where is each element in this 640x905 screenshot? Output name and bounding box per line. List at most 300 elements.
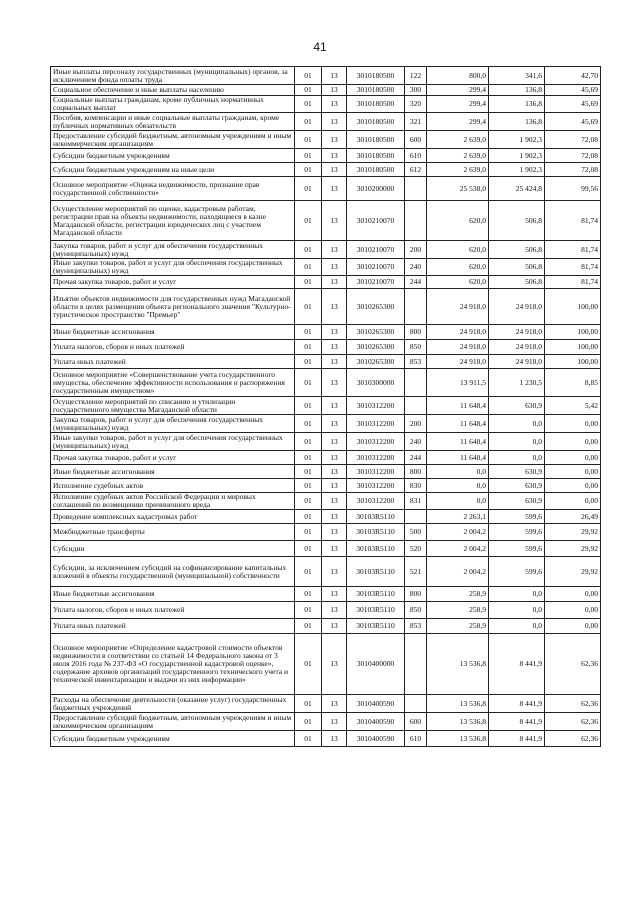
subsection-code: 13: [322, 619, 347, 634]
planned-amount: 2 639,0: [427, 131, 489, 149]
planned-amount: 299,4: [427, 113, 489, 131]
planned-amount: 0,0: [427, 493, 489, 510]
table-row: [51, 602, 601, 619]
section-code: 01: [295, 493, 322, 510]
table-row: [51, 619, 601, 634]
expense-name: Предоставление субсидий бюджетным, автономным учреждениям и иным некоммерческим организациям: [51, 131, 295, 149]
subsection-code: 13: [322, 369, 347, 397]
target-article-code: 3010265300: [347, 355, 405, 369]
execution-percent: 42,70: [545, 67, 601, 85]
planned-amount: 620,0: [427, 259, 489, 276]
expense-type-code: 831: [405, 493, 427, 510]
expense-name: Иные бюджетные ассигнования: [51, 465, 295, 479]
target-article-code: 3010180500: [347, 85, 405, 96]
execution-percent: 5,42: [545, 397, 601, 415]
subsection-code: 13: [322, 325, 347, 340]
target-article-code: 3010312200: [347, 397, 405, 415]
expense-name: Прочая закупка товаров, работ и услуг: [51, 276, 295, 289]
expense-name: Основное мероприятие «Совершенствование учета государственного имущества, обеспечение эффективности использования и распоряжения государственным имуществом»: [51, 369, 295, 397]
execution-percent: 72,08: [545, 131, 601, 149]
subsection-code: 13: [322, 465, 347, 479]
expense-name: Уплата иных платежей: [51, 355, 295, 369]
expense-type-code: 321: [405, 113, 427, 131]
planned-amount: 24 918,0: [427, 355, 489, 369]
executed-amount: 506,8: [489, 276, 545, 289]
target-article-code: 3010312200: [347, 433, 405, 451]
executed-amount: 599,6: [489, 510, 545, 524]
planned-amount: 11 648,4: [427, 433, 489, 451]
subsection-code: 13: [322, 201, 347, 241]
subsection-code: 13: [322, 149, 347, 163]
expense-name: Закупка товаров, работ и услуг для обеспечения государственных (муниципальных) нужд: [51, 241, 295, 259]
executed-amount: 136,8: [489, 113, 545, 131]
section-code: 01: [295, 634, 322, 695]
execution-percent: 0,00: [545, 619, 601, 634]
table-row: [51, 397, 601, 415]
section-code: 01: [295, 369, 322, 397]
expense-type-code: 200: [405, 415, 427, 433]
execution-percent: 62,36: [545, 731, 601, 747]
target-article-code: 30103R5110: [347, 510, 405, 524]
subsection-code: 13: [322, 397, 347, 415]
planned-amount: 258,9: [427, 602, 489, 619]
table-row: [51, 713, 601, 731]
table-row: [51, 557, 601, 587]
executed-amount: 506,8: [489, 259, 545, 276]
expense-type-code: 853: [405, 355, 427, 369]
planned-amount: 620,0: [427, 241, 489, 259]
subsection-code: 13: [322, 731, 347, 747]
expense-type-code: 610: [405, 149, 427, 163]
expense-type-code: 300: [405, 85, 427, 96]
expense-type-code: [405, 177, 427, 201]
expense-name: Основное мероприятие «Определение кадастровой стоимости объектов недвижимости в соответствии со статьей 14 Федерального закона от 3 июля 2016 года № 237-ФЗ «О государственной кадастровой оценке», содержание архивов организаций государственного технического учета и технической инвентаризации и выдачи из них информации»: [51, 634, 295, 695]
expense-type-code: 850: [405, 602, 427, 619]
target-article-code: 3010200000: [347, 177, 405, 201]
section-code: 01: [295, 96, 322, 113]
table-row: [51, 113, 601, 131]
section-code: 01: [295, 587, 322, 602]
planned-amount: 24 918,0: [427, 325, 489, 340]
expense-name: Осуществление мероприятий по оценке, кадастровым работам, регистрации прав на объекты недвижимости, находящиеся в казне Магаданской области, регистрации юридических лиц с участием Магаданской области: [51, 201, 295, 241]
target-article-code: 30103R5110: [347, 524, 405, 541]
table-row: [51, 433, 601, 451]
executed-amount: 1 902,3: [489, 131, 545, 149]
section-code: 01: [295, 619, 322, 634]
execution-percent: 29,92: [545, 541, 601, 557]
expense-name: Иные выплаты персоналу государственных (муниципальных) органов, за исключением фонда оплаты труда: [51, 67, 295, 85]
table-row: [51, 85, 601, 96]
expense-name: Пособия, компенсации и иные социальные выплаты гражданам, кроме публичных нормативных обязательств: [51, 113, 295, 131]
expense-name: Осуществление мероприятий по списанию и утилизации государственного имущества Магаданской области: [51, 397, 295, 415]
table-row: [51, 259, 601, 276]
execution-percent: 72,08: [545, 163, 601, 177]
target-article-code: 3010300000: [347, 369, 405, 397]
executed-amount: 630,9: [489, 465, 545, 479]
expense-name: Изъятие объектов недвижимости для государственных нужд Магаданской области в целях размещения объекта регионального значения "Культурно-туристическое пространство "Премьер": [51, 289, 295, 325]
target-article-code: 3010210070: [347, 276, 405, 289]
subsection-code: 13: [322, 451, 347, 465]
executed-amount: 136,8: [489, 96, 545, 113]
planned-amount: 2 004,2: [427, 524, 489, 541]
expense-name: Расходы на обеспечение деятельности (оказание услуг) государственных бюджетных учреждений: [51, 695, 295, 713]
expense-name: Закупка товаров, работ и услуг для обеспечения государственных (муниципальных) нужд: [51, 415, 295, 433]
section-code: 01: [295, 433, 322, 451]
expense-type-code: 600: [405, 713, 427, 731]
execution-percent: 72,08: [545, 149, 601, 163]
target-article-code: 3010210070: [347, 259, 405, 276]
expense-type-code: 240: [405, 259, 427, 276]
executed-amount: 25 424,8: [489, 177, 545, 201]
planned-amount: 2 004,2: [427, 557, 489, 587]
section-code: 01: [295, 177, 322, 201]
executed-amount: 8 441,9: [489, 731, 545, 747]
planned-amount: 13 536,8: [427, 713, 489, 731]
execution-percent: 0,00: [545, 479, 601, 493]
planned-amount: 800,0: [427, 67, 489, 85]
execution-percent: 26,49: [545, 510, 601, 524]
table-row: [51, 524, 601, 541]
target-article-code: 3010312200: [347, 479, 405, 493]
budget-table: [50, 66, 601, 747]
subsection-code: 13: [322, 433, 347, 451]
execution-percent: 99,56: [545, 177, 601, 201]
planned-amount: 620,0: [427, 201, 489, 241]
expense-name: Проведение комплексных кадастровых работ: [51, 510, 295, 524]
execution-percent: 45,69: [545, 96, 601, 113]
subsection-code: 13: [322, 695, 347, 713]
target-article-code: 30103R5110: [347, 602, 405, 619]
execution-percent: 0,00: [545, 433, 601, 451]
section-code: 01: [295, 510, 322, 524]
subsection-code: 13: [322, 177, 347, 201]
expense-type-code: 850: [405, 340, 427, 355]
expense-type-code: 500: [405, 524, 427, 541]
execution-percent: 8,85: [545, 369, 601, 397]
subsection-code: 13: [322, 241, 347, 259]
execution-percent: 29,92: [545, 524, 601, 541]
expense-name: Межбюджетные трансферты: [51, 524, 295, 541]
expense-type-code: [405, 634, 427, 695]
expense-type-code: [405, 369, 427, 397]
section-code: 01: [295, 731, 322, 747]
expense-name: Прочая закупка товаров, работ и услуг: [51, 451, 295, 465]
executed-amount: 1 902,3: [489, 149, 545, 163]
executed-amount: 136,8: [489, 85, 545, 96]
subsection-code: 13: [322, 602, 347, 619]
section-code: 01: [295, 325, 322, 340]
executed-amount: 24 918,0: [489, 355, 545, 369]
planned-amount: 11 648,4: [427, 451, 489, 465]
executed-amount: 630,9: [489, 479, 545, 493]
planned-amount: 258,9: [427, 587, 489, 602]
executed-amount: 0,0: [489, 415, 545, 433]
section-code: 01: [295, 131, 322, 149]
section-code: 01: [295, 289, 322, 325]
section-code: 01: [295, 163, 322, 177]
section-code: 01: [295, 276, 322, 289]
target-article-code: 3010180500: [347, 131, 405, 149]
target-article-code: 3010180500: [347, 149, 405, 163]
expense-name: Субсидии, за исключением субсидий на софинансирование капитальных вложений в объекты государственной (муниципальной) собственности: [51, 557, 295, 587]
table-row: [51, 587, 601, 602]
execution-percent: 0,00: [545, 415, 601, 433]
expense-type-code: 800: [405, 587, 427, 602]
planned-amount: 620,0: [427, 276, 489, 289]
expense-type-code: 122: [405, 67, 427, 85]
execution-percent: 0,00: [545, 493, 601, 510]
executed-amount: 8 441,9: [489, 695, 545, 713]
planned-amount: 11 648,4: [427, 415, 489, 433]
executed-amount: 1 902,3: [489, 163, 545, 177]
execution-percent: 100,00: [545, 340, 601, 355]
executed-amount: 8 441,9: [489, 634, 545, 695]
subsection-code: 13: [322, 510, 347, 524]
table-row: [51, 731, 601, 747]
target-article-code: 3010265300: [347, 325, 405, 340]
subsection-code: 13: [322, 289, 347, 325]
planned-amount: 13 911,5: [427, 369, 489, 397]
expense-name: Социальное обеспечение и иные выплаты населению: [51, 85, 295, 96]
execution-percent: 62,36: [545, 634, 601, 695]
section-code: 01: [295, 602, 322, 619]
table-row: [51, 634, 601, 695]
execution-percent: 0,00: [545, 587, 601, 602]
target-article-code: 30103R5110: [347, 587, 405, 602]
table-row: [51, 325, 601, 340]
section-code: 01: [295, 241, 322, 259]
expense-type-code: 612: [405, 163, 427, 177]
section-code: 01: [295, 149, 322, 163]
expense-type-code: 800: [405, 465, 427, 479]
expense-type-code: 320: [405, 96, 427, 113]
planned-amount: 13 536,8: [427, 634, 489, 695]
expense-name: Уплата налогов, сборов и иных платежей: [51, 602, 295, 619]
planned-amount: 0,0: [427, 465, 489, 479]
subsection-code: 13: [322, 85, 347, 96]
table-row: [51, 355, 601, 369]
table-row: [51, 340, 601, 355]
subsection-code: 13: [322, 557, 347, 587]
execution-percent: 0,00: [545, 465, 601, 479]
executed-amount: 599,6: [489, 557, 545, 587]
section-code: 01: [295, 355, 322, 369]
section-code: 01: [295, 340, 322, 355]
table-row: [51, 276, 601, 289]
subsection-code: 13: [322, 524, 347, 541]
target-article-code: 3010265300: [347, 289, 405, 325]
table-row: [51, 163, 601, 177]
table-row: [51, 541, 601, 557]
target-article-code: 3010180500: [347, 96, 405, 113]
table-row: [51, 415, 601, 433]
executed-amount: 0,0: [489, 433, 545, 451]
expense-type-code: 800: [405, 325, 427, 340]
target-article-code: 3010312200: [347, 465, 405, 479]
execution-percent: 0,00: [545, 602, 601, 619]
target-article-code: 3010312200: [347, 451, 405, 465]
subsection-code: 13: [322, 415, 347, 433]
subsection-code: 13: [322, 67, 347, 85]
expense-type-code: 240: [405, 433, 427, 451]
expense-name: Предоставление субсидий бюджетным, автономным учреждениям и иным некоммерческим организациям: [51, 713, 295, 731]
section-code: 01: [295, 259, 322, 276]
expense-type-code: 521: [405, 557, 427, 587]
expense-name: Исполнение судебных актов: [51, 479, 295, 493]
planned-amount: 13 536,8: [427, 695, 489, 713]
table-row: [51, 510, 601, 524]
target-article-code: 3010210070: [347, 201, 405, 241]
table-row: [51, 149, 601, 163]
target-article-code: 30103R5110: [347, 619, 405, 634]
execution-percent: 100,00: [545, 325, 601, 340]
execution-percent: 45,69: [545, 85, 601, 96]
planned-amount: 24 918,0: [427, 289, 489, 325]
subsection-code: 13: [322, 259, 347, 276]
executed-amount: 341,6: [489, 67, 545, 85]
execution-percent: 100,00: [545, 355, 601, 369]
expense-type-code: [405, 201, 427, 241]
expense-name: Уплата иных платежей: [51, 619, 295, 634]
expense-type-code: 853: [405, 619, 427, 634]
section-code: 01: [295, 541, 322, 557]
subsection-code: 13: [322, 355, 347, 369]
section-code: 01: [295, 113, 322, 131]
subsection-code: 13: [322, 713, 347, 731]
subsection-code: 13: [322, 163, 347, 177]
execution-percent: 62,36: [545, 713, 601, 731]
executed-amount: 0,0: [489, 602, 545, 619]
table-row: [51, 289, 601, 325]
expense-type-code: 610: [405, 731, 427, 747]
expense-name: Субсидии бюджетным учреждениям на иные цели: [51, 163, 295, 177]
expense-type-code: 200: [405, 241, 427, 259]
subsection-code: 13: [322, 587, 347, 602]
expense-type-code: 830: [405, 479, 427, 493]
expense-type-code: 244: [405, 276, 427, 289]
expense-type-code: 600: [405, 131, 427, 149]
planned-amount: 24 918,0: [427, 340, 489, 355]
target-article-code: 3010265300: [347, 340, 405, 355]
section-code: 01: [295, 713, 322, 731]
executed-amount: 506,8: [489, 201, 545, 241]
expense-type-code: [405, 289, 427, 325]
planned-amount: 2 639,0: [427, 163, 489, 177]
subsection-code: 13: [322, 276, 347, 289]
table-row: [51, 369, 601, 397]
section-code: 01: [295, 451, 322, 465]
section-code: 01: [295, 201, 322, 241]
planned-amount: 25 538,0: [427, 177, 489, 201]
expense-type-code: [405, 510, 427, 524]
section-code: 01: [295, 557, 322, 587]
executed-amount: 599,6: [489, 541, 545, 557]
expense-type-code: 520: [405, 541, 427, 557]
subsection-code: 13: [322, 113, 347, 131]
target-article-code: 3010180500: [347, 113, 405, 131]
execution-percent: 0,00: [545, 451, 601, 465]
executed-amount: 506,8: [489, 241, 545, 259]
target-article-code: 3010400590: [347, 731, 405, 747]
planned-amount: 258,9: [427, 619, 489, 634]
target-article-code: 30103R5110: [347, 541, 405, 557]
table-row: [51, 131, 601, 149]
planned-amount: 299,4: [427, 85, 489, 96]
execution-percent: 62,36: [545, 695, 601, 713]
expense-type-code: 244: [405, 451, 427, 465]
expense-name: Основное мероприятие «Оценка недвижимости, признание прав государственной собственности»: [51, 177, 295, 201]
section-code: 01: [295, 465, 322, 479]
planned-amount: 2 004,2: [427, 541, 489, 557]
table-row: [51, 96, 601, 113]
section-code: 01: [295, 85, 322, 96]
expense-name: Исполнение судебных актов Российской Федерации и мировых соглашений по возмещению причиненного вреда: [51, 493, 295, 510]
planned-amount: 11 648,4: [427, 397, 489, 415]
section-code: 01: [295, 695, 322, 713]
target-article-code: 3010400590: [347, 695, 405, 713]
execution-percent: 81,74: [545, 201, 601, 241]
page-number: 41: [313, 40, 327, 54]
executed-amount: 0,0: [489, 619, 545, 634]
section-code: 01: [295, 67, 322, 85]
expense-type-code: [405, 695, 427, 713]
expense-name: Иные бюджетные ассигнования: [51, 325, 295, 340]
section-code: 01: [295, 524, 322, 541]
expense-name: Субсидии бюджетным учреждениям: [51, 149, 295, 163]
target-article-code: 3010400000: [347, 634, 405, 695]
planned-amount: 0,0: [427, 479, 489, 493]
executed-amount: 0,0: [489, 451, 545, 465]
executed-amount: 24 918,0: [489, 340, 545, 355]
target-article-code: 3010312200: [347, 493, 405, 510]
subsection-code: 13: [322, 479, 347, 493]
table-row: [51, 177, 601, 201]
section-code: 01: [295, 479, 322, 493]
execution-percent: 45,69: [545, 113, 601, 131]
executed-amount: 24 918,0: [489, 325, 545, 340]
executed-amount: 630,9: [489, 397, 545, 415]
executed-amount: 8 441,9: [489, 713, 545, 731]
target-article-code: 3010210070: [347, 241, 405, 259]
expense-name: Социальные выплаты гражданам, кроме публичных нормативных социальных выплат: [51, 96, 295, 113]
planned-amount: 13 536,8: [427, 731, 489, 747]
execution-percent: 81,74: [545, 241, 601, 259]
execution-percent: 81,74: [545, 259, 601, 276]
table-row: [51, 479, 601, 493]
subsection-code: 13: [322, 493, 347, 510]
subsection-code: 13: [322, 96, 347, 113]
subsection-code: 13: [322, 634, 347, 695]
expense-name: Иные закупки товаров, работ и услуг для обеспечения государственных (муниципальных) нужд: [51, 259, 295, 276]
target-article-code: 3010180500: [347, 67, 405, 85]
table-row: [51, 451, 601, 465]
execution-percent: 100,00: [545, 289, 601, 325]
executed-amount: 1 230,5: [489, 369, 545, 397]
subsection-code: 13: [322, 131, 347, 149]
section-code: 01: [295, 397, 322, 415]
execution-percent: 29,92: [545, 557, 601, 587]
executed-amount: 630,9: [489, 493, 545, 510]
expense-name: Иные закупки товаров, работ и услуг для обеспечения государственных (муниципальных) нужд: [51, 433, 295, 451]
expense-name: Иные бюджетные ассигнования: [51, 587, 295, 602]
expense-name: Субсидии бюджетным учреждениям: [51, 731, 295, 747]
executed-amount: 0,0: [489, 587, 545, 602]
planned-amount: 2 639,0: [427, 149, 489, 163]
table-row: [51, 201, 601, 241]
target-article-code: 30103R5110: [347, 557, 405, 587]
expense-name: Субсидии: [51, 541, 295, 557]
table-row: [51, 241, 601, 259]
